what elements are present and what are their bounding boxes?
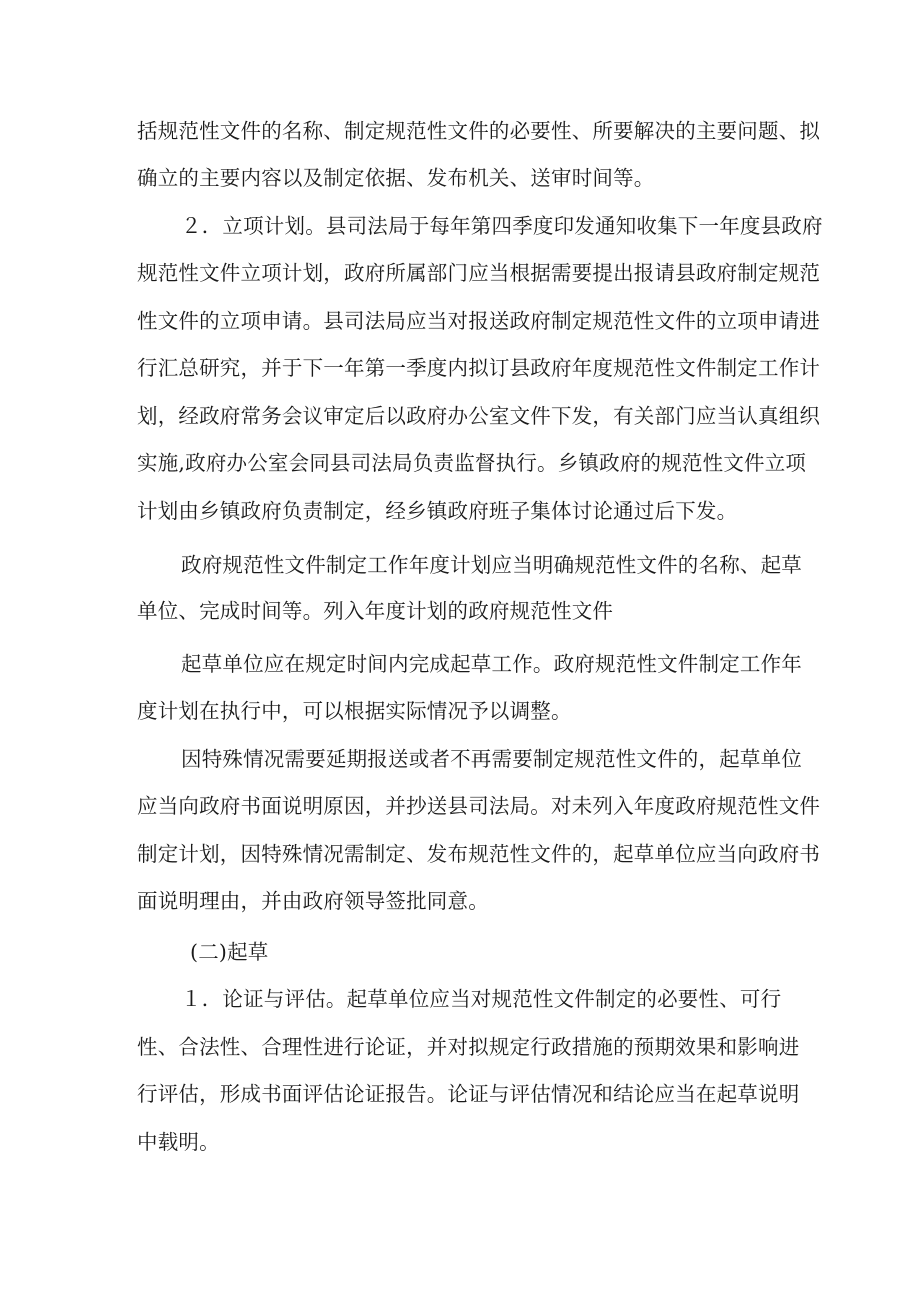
text-line: 行评估，形成书面评估论证报告。论证与评估情况和结论应当在起草说明 [137,1082,800,1106]
text-line: １．论证与评估。起草单位应当对规范性文件制定的必要性、可行 [181,987,782,1011]
text-line: 性文件的立项申请。县司法局应当对报送政府制定规范性文件的立项申请进 [137,309,821,333]
text-line: 度计划在执行中，可以根据实际情况予以调整。 [137,699,572,723]
text-line: 政府规范性文件制定工作年度计划应当明确规范性文件的名称、起草 [181,553,802,577]
text-line: 划，经政府常务会议审定后以政府办公室文件下发，有关部门应当认真组织 [137,404,821,428]
text-line: 规范性文件立项计划，政府所属部门应当根据需要提出报请县政府制定规范 [137,261,821,285]
section-heading: (二)起草 [190,940,269,964]
text-line: 括规范性文件的名称、制定规范性文件的必要性、所要解决的主要问题、拟 [137,119,821,143]
text-line: 单位、完成时间等。列入年度计划的政府规范性文件 [137,599,614,623]
text-line: 实施,政府办公室会同县司法局负责监督执行。乡镇政府的规范性文件立项 [137,451,807,475]
text-line: 性、合法性、合理性进行论证，并对拟规定行政措施的预期效果和影响进 [137,1035,800,1059]
text-line: 起草单位应在规定时间内完成起草工作。政府规范性文件制定工作年 [181,652,802,676]
text-line: 中载明。 [137,1130,220,1154]
text-line: 计划由乡镇政府负责制定，经乡镇政府班子集体讨论通过后下发。 [137,499,738,523]
text-line: 制定计划，因特殊情况需制定、发布规范性文件的，起草单位应当向政府书 [137,842,821,866]
text-line: 应当向政府书面说明原因，并抄送县司法局。对未列入年度政府规范性文件 [137,794,821,818]
text-line: 行汇总研究，并于下一年第一季度内拟订县政府年度规范性文件制定工作计 [137,356,821,380]
text-line: ２．立项计划。县司法局于每年第四季度印发通知收集下一年度县政府 [181,214,823,238]
text-line: 确立的主要内容以及制定依据、发布机关、送审时间等。 [137,166,655,190]
text-line: 因特殊情况需要延期报送或者不再需要制定规范性文件的，起草单位 [181,747,802,771]
text-line: 面说明理由，并由政府领导签批同意。 [137,889,489,913]
